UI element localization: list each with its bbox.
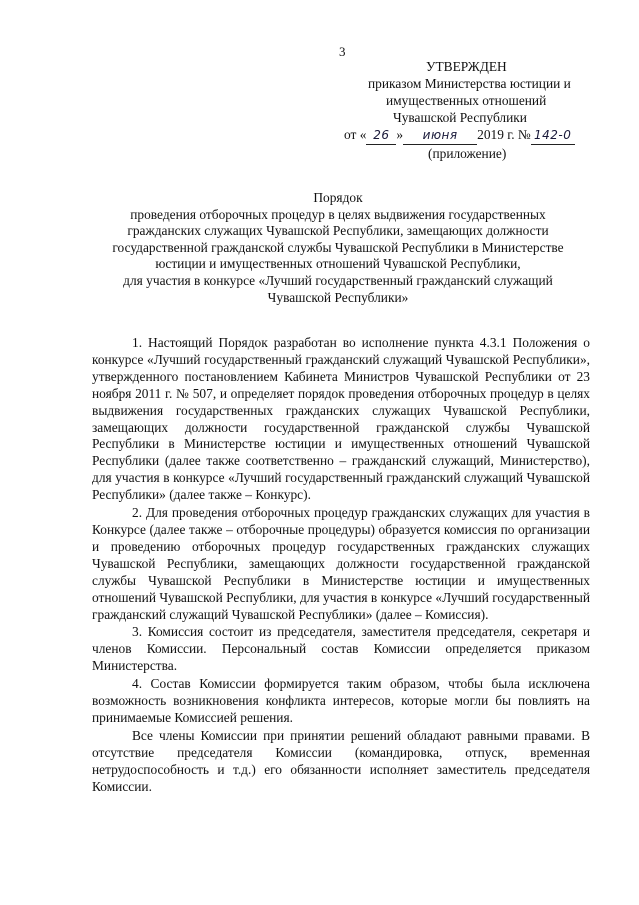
title-line-1: Порядок xyxy=(313,190,363,205)
order-number-handwritten: 142-0 xyxy=(531,127,575,145)
approval-line-relations: имущественных отношений xyxy=(386,93,547,108)
page-number: 3 xyxy=(339,44,346,59)
appendix-label: (приложение) xyxy=(428,146,507,161)
approval-title: УТВЕРЖДЕН xyxy=(426,59,507,74)
title-line-7: Чувашской Республики» xyxy=(267,289,409,305)
date-mid: » xyxy=(396,127,404,142)
approval-line-ministry: приказом Министерства юстиции и xyxy=(368,76,571,91)
title-line-3: гражданских служащих Чувашской Республики, замещающих должности xyxy=(127,223,549,239)
paragraph-1: 1. Настоящий Порядок разработан во исполнение пункта 4.3.1 Положения о конкурсе «Лучший государственный гражданский служащий Чувашской Республики», утвержденного постановлением Кабинета Министров Чувашской Республики от 23 ноября 2011 г. № 507, и определяет порядок проведения отборочных процедур в целях выдвижения государственных гражданских служащих Чувашской Республики, замещающих должности государственной гражданской службы Чувашской Республики в Министерстве юстиции и имущественных отношений Чувашской Республики (далее также соответственно – гражданский служащий, Министерство), для участия в конкурсе «Лучший государственный гражданский служащий Чувашской Республики» (далее также – Конкурс). xyxy=(92,335,590,503)
title-line-4: государственной гражданской службы Чувашской Республики в Министерстве xyxy=(112,239,564,255)
approval-line-republic: Чувашской Республики xyxy=(393,110,527,125)
document-title xyxy=(88,190,588,306)
paragraph-3: 3. Комиссия состоит из председателя, заместителя председателя, секретаря и членов Комиссии. Персональный состав Комиссии определяется приказом Министерства. xyxy=(92,624,590,674)
title-line-2: проведения отборочных процедур в целях выдвижения государственных xyxy=(130,206,546,222)
title-line-6: для участия в конкурсе «Лучший государственный гражданский служащий xyxy=(123,272,553,288)
title-line-5: юстиции и имущественных отношений Чувашской Республики, xyxy=(155,256,521,272)
paragraph-4: 4. Состав Комиссии формируется таким образом, чтобы была исключена возможность возникновения конфликта интересов, которые могли бы повлиять на принимаемые Комиссией решения. xyxy=(92,676,590,725)
approval-stamp xyxy=(330,58,630,162)
document-body xyxy=(92,335,590,795)
paragraph-5: Все члены Комиссии при принятии решений обладают равными правами. В отсутствие председателя Комиссии (командировка, отпуск, временная нетрудоспособность и т.д.) его обязанности исполняет заместитель председателя Комиссии. xyxy=(92,727,590,794)
date-year: 2019 г. № xyxy=(477,127,531,142)
date-day-handwritten: 26 xyxy=(366,127,396,145)
date-prefix: от « xyxy=(344,127,367,142)
paragraph-2: 2. Для проведения отборочных процедур гражданских служащих для участия в Конкурсе (далее также – отборочные процедуры) образуется комиссия по организации и проведению отборочных процедур государственных гражданских служащих Чувашской Республики, замещающих должности государственной гражданской службы Чувашской Республики в Министерстве юстиции и имущественных отношений Чувашской Республики, для участия в конкурсе «Лучший государственный гражданский служащий Чувашской Республики» (далее – Комиссия). xyxy=(92,505,590,622)
approval-date-line xyxy=(330,126,630,145)
date-month-handwritten: июня xyxy=(403,127,477,145)
